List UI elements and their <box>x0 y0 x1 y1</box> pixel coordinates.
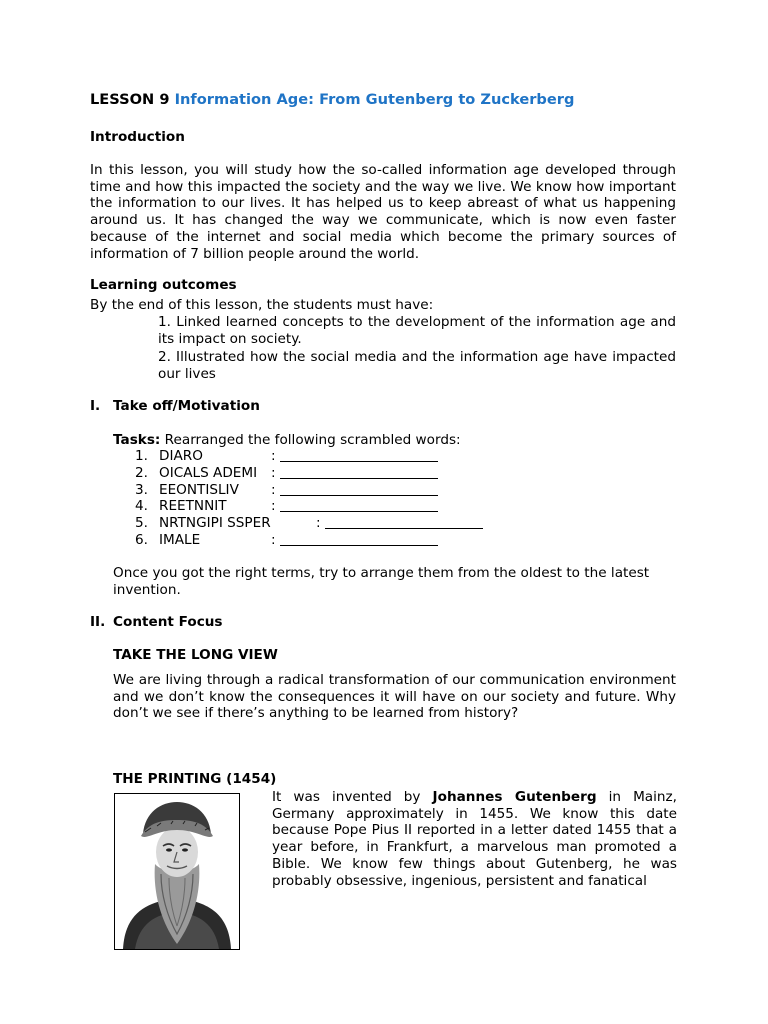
gutenberg-portrait <box>114 793 240 950</box>
learning-outcomes-heading: Learning outcomes <box>90 277 237 293</box>
printing-text-pre: It was invented by <box>272 789 433 805</box>
tasks-instruction <box>113 432 461 449</box>
scrambled-word: OICALS ADEMI <box>159 465 258 481</box>
scrambled-word: REETNNIT <box>159 498 227 514</box>
tasks-closing-paragraph: Once you got the right terms, try to arrange them from the oldest to the latest invention. <box>113 565 650 598</box>
introduction-heading: Introduction <box>90 129 185 145</box>
list-number: 3. <box>135 482 148 498</box>
colon: : <box>271 498 276 514</box>
lesson-title <box>90 92 574 109</box>
printing-paragraph <box>272 789 677 889</box>
long-view-paragraph: We are living through a radical transformation of our communication environment and we don’t know the consequences it will have on our society and future. Why don’t we see if there’s anything to be learned from history? <box>113 672 676 722</box>
answer-blank <box>280 478 438 479</box>
lesson-label: LESSON 9 <box>90 91 170 108</box>
learning-outcome-item: 2. Illustrated how the social media and the information age have impacted our lives <box>158 349 676 382</box>
tasks-text: Rearranged the following scrambled words: <box>160 432 461 448</box>
introduction-paragraph: In this lesson, you will study how the so-called information age developed through time and how this impacted the society and the way we live. We know how important the information to our lives. It has helped us to keep abreast of what us happening around us. It has changed the way we communicate, which is now even faster because of the internet and social media which become the primary sources of information of 7 billion people around the world. <box>90 162 676 262</box>
answer-blank <box>280 461 438 462</box>
section-numeral: I. <box>90 398 101 414</box>
answer-blank <box>280 495 438 496</box>
colon: : <box>271 482 276 498</box>
tasks-label: Tasks: <box>113 432 161 448</box>
section-heading: Content Focus <box>113 614 223 630</box>
answer-blank <box>280 511 438 512</box>
lesson-title-text: Information Age: From Gutenberg to Zuckerberg <box>174 91 575 108</box>
answer-blank <box>280 545 438 546</box>
list-number: 6. <box>135 532 148 548</box>
printing-heading: THE PRINTING (1454) <box>113 771 277 787</box>
subheading-long-view: TAKE THE LONG VIEW <box>113 647 278 663</box>
printing-text-post: in Mainz, Germany approximately in 1455. We know this date because Pope Pius II reported in a letter dated 1455 that a year before, in Frankfurt, a marvelous man promoted a Bible. We know few things about Gutenberg, he was probably obsessive, ingenious, persistent and fanatical <box>272 789 677 889</box>
scrambled-word: EEONTISLIV <box>159 482 239 498</box>
scrambled-word: DIARO <box>159 448 203 464</box>
colon: : <box>271 465 276 481</box>
list-number: 4. <box>135 498 148 514</box>
colon: : <box>271 448 276 464</box>
colon: : <box>271 532 276 548</box>
list-number: 1. <box>135 448 148 464</box>
learning-outcome-item: 1. Linked learned concepts to the development of the information age and its impact on society. <box>158 314 676 347</box>
section-heading: Take off/Motivation <box>113 398 260 414</box>
learning-outcomes-lead: By the end of this lesson, the students must have: <box>90 297 434 313</box>
section-numeral: II. <box>90 614 106 630</box>
list-number: 2. <box>135 465 148 481</box>
answer-blank <box>325 528 483 529</box>
scrambled-word: IMALE <box>159 532 201 548</box>
inventor-name: Johannes Gutenberg <box>432 789 597 805</box>
scrambled-word: NRTNGIPI SSPER <box>159 515 271 531</box>
list-number: 5. <box>135 515 148 531</box>
portrait-illustration <box>115 794 239 949</box>
colon: : <box>316 515 321 531</box>
